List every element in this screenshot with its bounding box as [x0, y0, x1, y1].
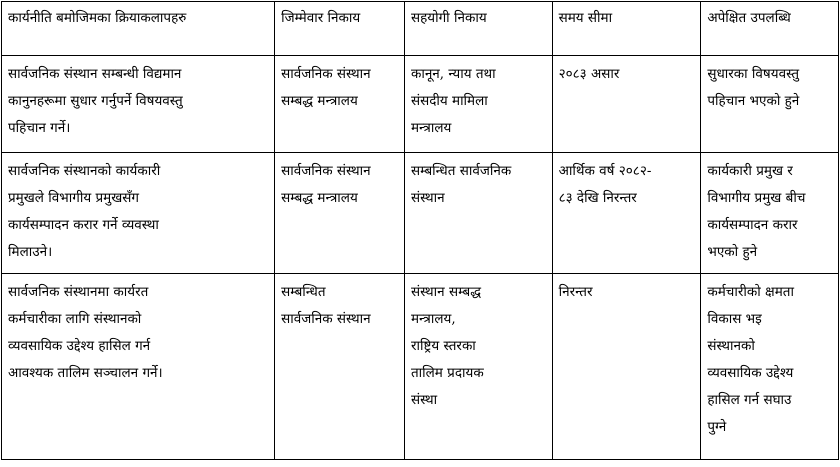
- time-limit-cell: [552, 274, 701, 460]
- cell-text-line: विकास भइ: [707, 311, 762, 327]
- cell-text-line: सार्वजनिक संस्थान: [281, 163, 371, 179]
- cell-text-line: सार्वजनिक संस्थान: [281, 311, 371, 327]
- table-header-row: [2, 2, 839, 56]
- header-activities: कार्यनीति बमोजिमका क्रियाकलापहरु: [2, 2, 275, 56]
- responsible-body-cell: [275, 274, 405, 460]
- action-plan-table: [1, 1, 839, 460]
- cell-text-line: निरन्तर: [558, 284, 593, 300]
- cell-text-line: कर्मचारीको क्षमता: [707, 284, 794, 300]
- cell-text-line: प्रमुखले विभागीय प्रमुखसँग: [8, 190, 139, 206]
- table-body: [2, 56, 839, 460]
- time-limit-cell: [552, 153, 701, 274]
- cell-text-line: भएको हुने: [707, 244, 758, 260]
- expected-outcome-cell: [701, 153, 839, 274]
- cell-text-line: २०८३ असार: [558, 66, 620, 82]
- cell-text-line: हासिल गर्न सघाउ: [707, 392, 792, 408]
- cell-text-line: सम्बन्धित: [281, 284, 326, 300]
- cell-text-line: कर्मचारीका लागि संस्थानको: [8, 311, 142, 327]
- cell-text-line: कानून, न्याय तथा: [410, 66, 496, 82]
- supporting-body-cell: [404, 274, 552, 460]
- cell-text-line: संसदीय मामिला: [410, 93, 488, 109]
- cell-text-line: संस्थान: [410, 190, 445, 206]
- table-row: [2, 56, 839, 153]
- cell-text-line: संस्थान सम्बद्ध: [410, 284, 481, 300]
- cell-text-line: मिलाउने।: [8, 244, 53, 260]
- cell-text-line: पुग्ने: [707, 419, 727, 435]
- cell-text-line: तालिम प्रदायक: [410, 365, 484, 381]
- cell-text-line: सम्बन्धित सार्वजनिक: [410, 163, 512, 179]
- cell-text-line: सार्वजनिक संस्थान: [281, 66, 371, 82]
- expected-outcome-cell: [701, 274, 839, 460]
- header-responsible-body: जिम्मेवार निकाय: [275, 2, 405, 56]
- cell-text-line: कार्यसम्पादन करार गर्ने व्यवस्था: [8, 217, 159, 233]
- cell-text-line: संस्थानको: [707, 338, 755, 354]
- cell-text-line: मन्त्रालय: [410, 120, 452, 136]
- cell-text-line: मन्त्रालय,: [410, 311, 456, 327]
- table-row: [2, 274, 839, 460]
- cell-text-line: कानुनहरूमा सुधार गर्नुपर्ने विषयवस्तु: [8, 93, 183, 109]
- cell-text-line: विभागीय प्रमुख बीच: [707, 190, 806, 206]
- cell-text-line: व्यवसायिक उद्देश्य: [707, 365, 794, 381]
- expected-outcome-cell: [701, 56, 839, 153]
- supporting-body-cell: [404, 153, 552, 274]
- cell-text-line: सार्वजनिक संस्थान सम्बन्धी विद्यमान: [8, 66, 182, 82]
- cell-text-line: व्यवसायिक उद्देश्य हासिल गर्न: [8, 338, 151, 354]
- activity-cell: [2, 274, 275, 460]
- cell-text-line: सम्बद्ध मन्त्रालय: [281, 93, 358, 109]
- responsible-body-cell: [275, 56, 405, 153]
- header-supporting-body: सहयोगी निकाय: [404, 2, 552, 56]
- cell-text-line: आवश्यक तालिम सञ्चालन गर्ने।: [8, 365, 163, 381]
- cell-text-line: राष्ट्रिय स्तरका: [410, 338, 476, 354]
- responsible-body-cell: [275, 153, 405, 274]
- cell-text-line: पहिचान भएको हुने: [707, 93, 800, 109]
- activity-cell: [2, 56, 275, 153]
- cell-text-line: कार्यकारी प्रमुख र: [707, 163, 793, 179]
- supporting-body-cell: [404, 56, 552, 153]
- cell-text-line: सुधारका विषयवस्तु: [707, 66, 800, 82]
- cell-text-line: संस्था: [410, 392, 438, 408]
- cell-text-line: पहिचान गर्ने।: [8, 120, 71, 136]
- cell-text-line: ८३ देखि निरन्तर: [558, 190, 637, 206]
- header-expected-outcome: अपेक्षित उपलब्धि: [701, 2, 839, 56]
- table-row: [2, 153, 839, 274]
- time-limit-cell: [552, 56, 701, 153]
- cell-text-line: सम्बद्ध मन्त्रालय: [281, 190, 358, 206]
- cell-text-line: आर्थिक वर्ष २०८२-: [558, 163, 652, 179]
- cell-text-line: सार्वजनिक संस्थानको कार्यकारी: [8, 163, 161, 179]
- header-time-limit: समय सीमा: [552, 2, 701, 56]
- cell-text-line: कार्यसम्पादन करार: [707, 217, 798, 233]
- cell-text-line: सार्वजनिक संस्थानमा कार्यरत: [8, 284, 149, 300]
- activity-cell: [2, 153, 275, 274]
